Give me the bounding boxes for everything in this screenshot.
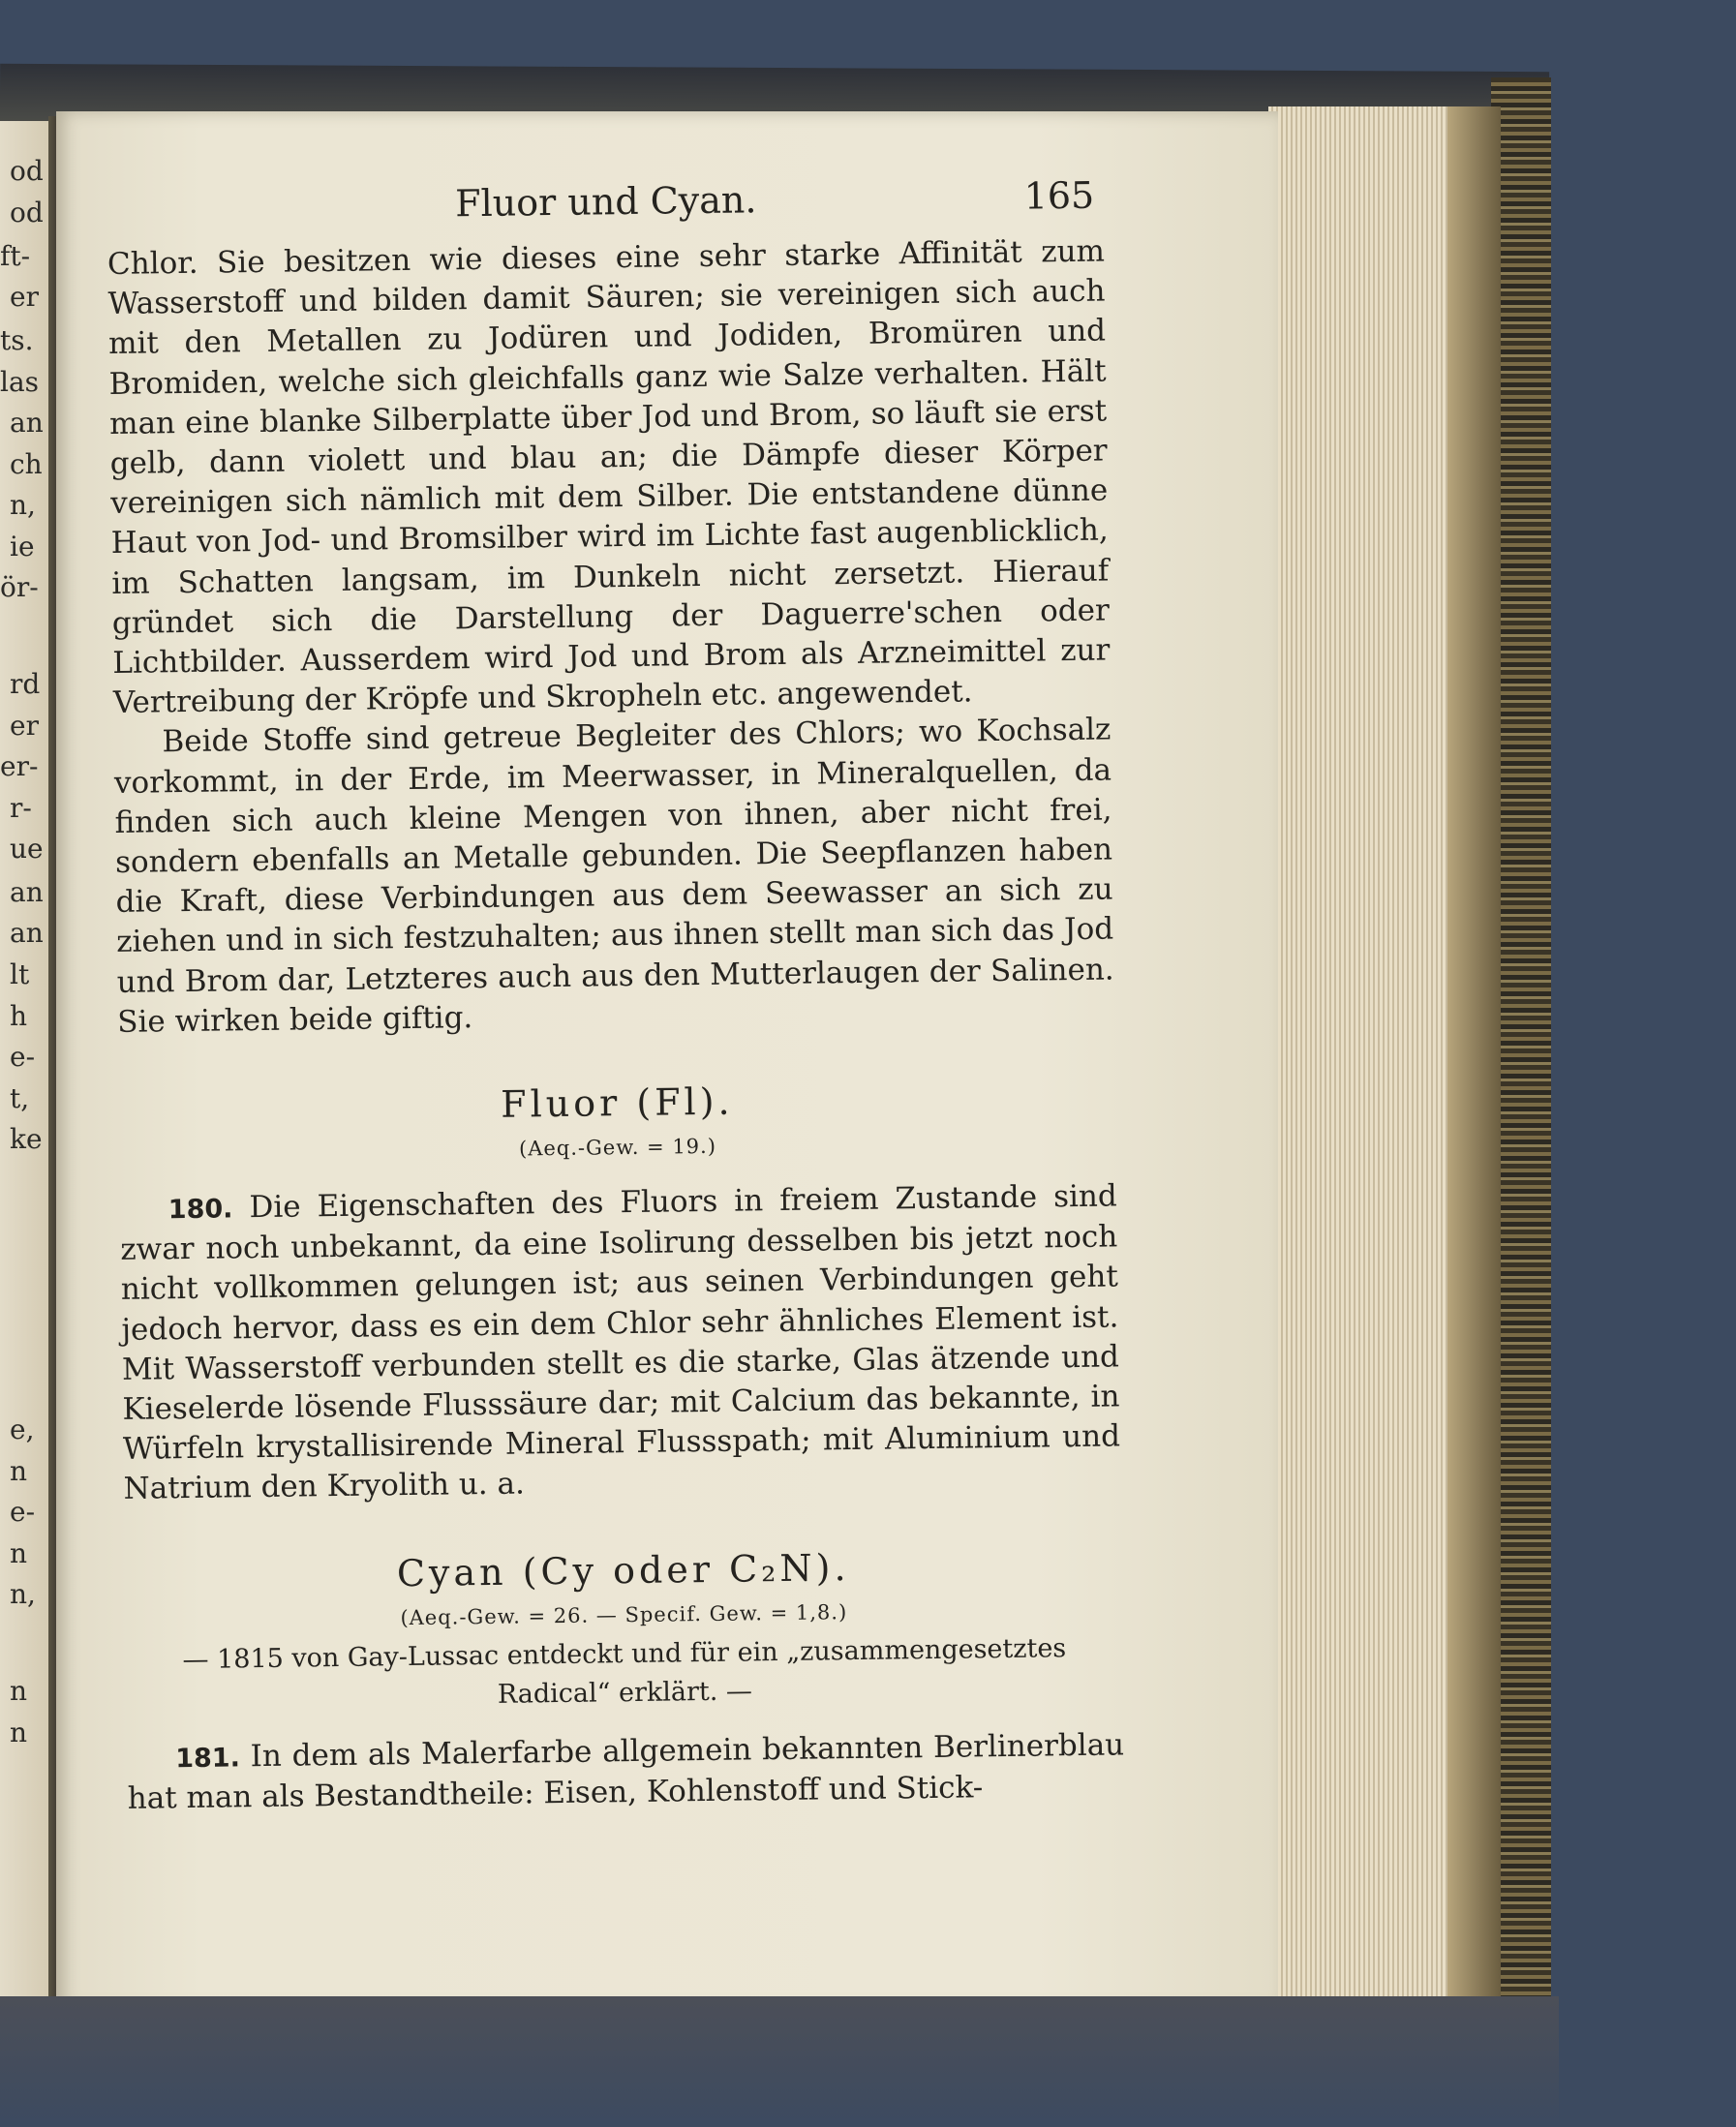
left-page-fragment: n, xyxy=(10,489,36,521)
left-page-fragment: er xyxy=(10,710,39,742)
left-page-fragment: r- xyxy=(10,792,32,824)
left-page-fragment: er- xyxy=(0,750,39,782)
left-page-fragment: n xyxy=(10,1455,28,1487)
bottom-background xyxy=(0,1996,1559,2127)
paragraph-180-text: Die Eigenschaften des Fluors in freiem Zustande sind zwar noch unbekannt, da eine Isolirung desselben bis jetzt noch nicht vollkommen gelungen ist; aus seinen Verbindungen geht jedoch hervor, dass es ein dem Chlor sehr ähnliches Element ist. Mit Wasserstoff verbunden stellt es die starke, Glas ätzende und Kieselerde lösende Flusssäure dar; mit Calcium das bekannte, in Würfeln krystallisirende Mineral Flussspath; mit Aluminium und Natrium den Kryolith u. a. xyxy=(120,1178,1121,1507)
left-page-fragment: e, xyxy=(10,1413,35,1445)
left-page-fragment: h xyxy=(10,1000,28,1032)
page-edges xyxy=(1268,106,1501,2004)
left-page-fragment: ör- xyxy=(0,571,39,603)
left-page-fragment: e- xyxy=(10,1496,36,1528)
paragraph-180 xyxy=(120,1176,1121,1509)
page-number: 165 xyxy=(1023,173,1095,218)
page-text xyxy=(107,173,1125,1819)
left-page-fragment: ie xyxy=(10,531,35,562)
left-page-fragment: an xyxy=(10,917,44,949)
fluor-heading: Fluor (Fl). xyxy=(500,1079,734,1126)
left-page-fragment: an xyxy=(10,407,44,439)
paragraph-occurrence: Beide Stoffe sind getreue Begleiter des Chlors; wo Kochsalz vorkommt, in der Erde, im Meerwasser, in Mineralquellen, da finden sich auch kleine Mengen von ihnen, aber nicht frei, sondern ebenfalls an Metalle gebunden. Die Seepflanzen haben die Kraft, diese Verbindungen aus dem Seewasser an sich zu ziehen und in sich festzuhalten; aus ihnen stellt man sich das Jod und Brom dar, Letzteres auch aus den Mutterlaugen der Salinen. Sie wirken beide giftig. xyxy=(113,712,1114,1040)
section-number-181: 181. xyxy=(175,1743,241,1774)
left-page-fragment: n xyxy=(10,1675,28,1707)
fluor-equivalent-weight: (Aeq.-Gew. = 19.) xyxy=(518,1134,717,1161)
left-page-fragment: ft- xyxy=(0,240,31,272)
left-page-fragment: n xyxy=(10,1537,28,1569)
left-page-fragment: ts. xyxy=(0,324,34,356)
cyan-discovery-note: — 1815 von Gay-Lussac entdeckt und für ein „zusammengesetztes Radical“ erklärt. — xyxy=(182,1632,1067,1710)
left-page-fragment: n xyxy=(10,1717,28,1748)
section-number-180: 180. xyxy=(168,1194,233,1226)
paragraph-181-text: In dem als Malerfarbe allgemein bekannten Berlinerblau hat man als Bestandtheile: Eisen, Kohlenstoff und Stick- xyxy=(127,1727,1125,1816)
cyan-heading: Cyan (Cy oder C₂N). xyxy=(396,1545,850,1595)
left-page-fragment: ke xyxy=(10,1123,43,1155)
left-page-fragment: t, xyxy=(10,1082,30,1114)
left-page-fragment: rd xyxy=(10,668,41,700)
left-page-fragment: od xyxy=(10,197,44,228)
left-page-fragment: an xyxy=(10,876,44,908)
left-page-fragment: od xyxy=(10,155,44,187)
paragraph-chlor-continuation: Chlor. Sie besitzen wie dieses eine sehr starke Affinität zum Wasserstoff und bilden damit Säuren; sie vereinigen sich auch mit den Metallen zu Jodüren und Jodiden, Bromüren und Bromiden, welche sich gleichfalls ganz wie Salze verhalten. Hält man eine blanke Silberplatte über Jod und Brom, so läuft sie erst gelb, dann violett und blau an; die Dämpfe dieser Körper vereinigen sich nämlich mit dem Silber. Die entstandene dünne Haut von Jod- und Bromsilber wird im Lichte fast augenblicklich, im Schatten langsam, im Dunkeln nicht zersetzt. Hierauf gründet sich die Darstellung der Daguerre'schen oder Lichtbilder. Ausserdem wird Jod und Brom als Arzneimittel zur Vertreibung der Kröpfe und Skropheln etc. angewendet. xyxy=(107,233,1111,721)
left-page-fragment: lt xyxy=(10,958,30,990)
left-page-fragment: er xyxy=(10,281,39,313)
left-page-fragment: las xyxy=(0,366,40,398)
cyan-equivalent-weight: (Aeq.-Gew. = 26. — Specif. Gew. = 1,8.) xyxy=(400,1599,848,1629)
paragraph-181 xyxy=(127,1725,1125,1819)
left-page-fragment: ch xyxy=(10,448,43,480)
left-page-fragment: n, xyxy=(10,1578,36,1610)
left-page-fragment: ue xyxy=(10,833,44,865)
left-page-fragment: e- xyxy=(10,1041,36,1073)
page-title: Fluor und Cyan. xyxy=(454,178,757,226)
